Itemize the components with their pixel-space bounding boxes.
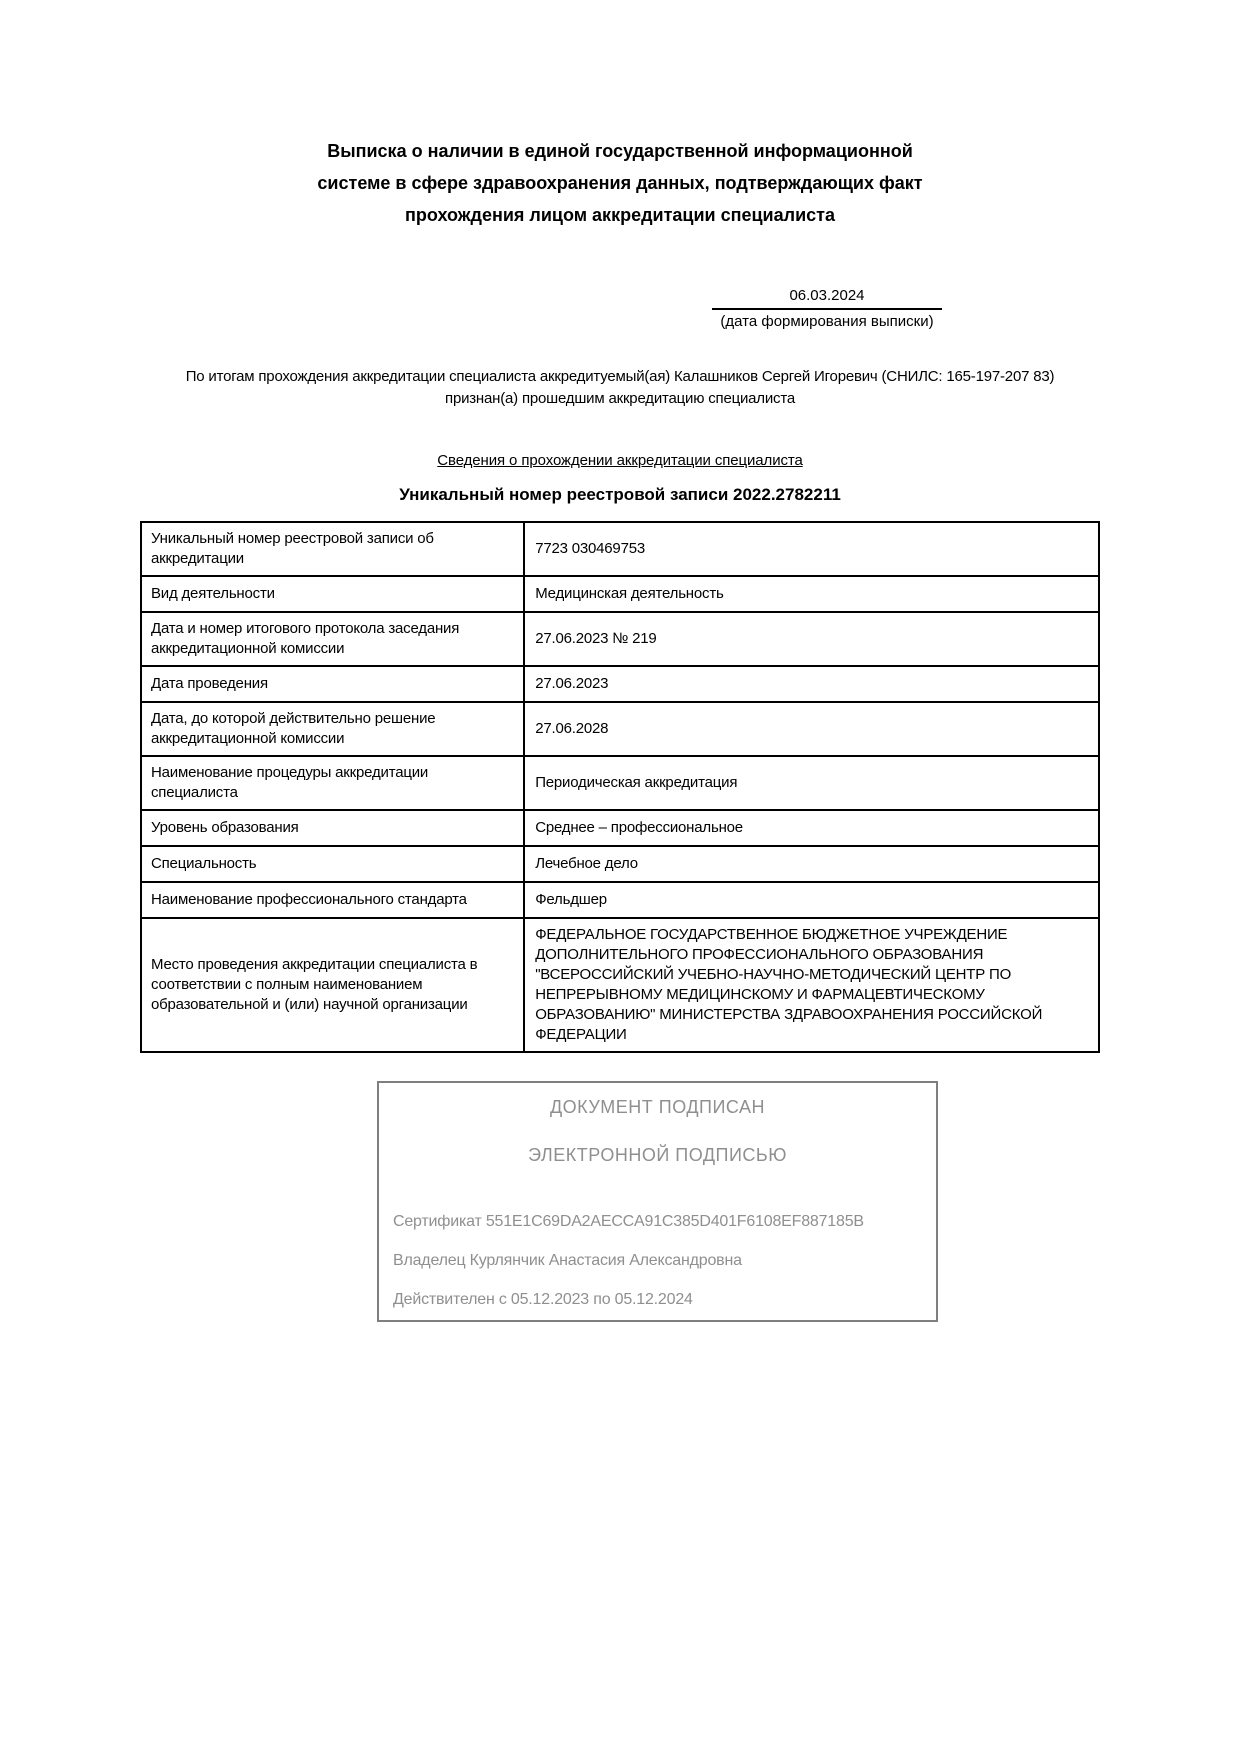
row-label: Наименование профессионального стандарта [141,882,524,918]
row-label: Уникальный номер реестровой записи об аккредитации [141,522,524,576]
issue-date-caption: (дата формирования выписки) [720,313,934,330]
table-row [141,756,1099,810]
row-value: 27.06.2028 [524,702,1099,756]
page-title-line-3: прохождения лицом аккредитации специалиста [405,205,835,225]
signature-stamp [377,1081,938,1322]
row-label: Специальность [141,846,524,882]
intro-line-2: признан(а) прошедшим аккредитацию специалиста [445,390,795,407]
issue-date: 06.03.2024 [712,287,942,310]
accreditation-table [140,521,1100,1053]
table-row [141,882,1099,918]
row-label: Дата, до которой действительно решение аккредитационной комиссии [141,702,524,756]
owner-line: Владелец Курлянчик Анастасия Александровна [393,1252,742,1269]
row-label: Уровень образования [141,810,524,846]
row-value: ФЕДЕРАЛЬНОЕ ГОСУДАРСТВЕННОЕ БЮДЖЕТНОЕ УЧРЕЖДЕНИЕ ДОПОЛНИТЕЛЬНОГО ПРОФЕССИОНАЛЬНОГО ОБРАЗОВАНИЯ "ВСЕРОССИЙСКИЙ УЧЕБНО-НАУЧНО-МЕТОДИЧЕСКИЙ ЦЕНТР ПО НЕПРЕРЫВНОМУ МЕДИЦИНСКОМУ И ФАРМАЦЕВТИЧЕСКОМУ ОБРАЗОВАНИЮ" МИНИСТЕРСТВА ЗДРАВООХРАНЕНИЯ РОССИЙСКОЙ ФЕДЕРАЦИИ [524,918,1099,1052]
row-value: 27.06.2023 [524,666,1099,702]
table-row [141,702,1099,756]
signature-status-line-1: ДОКУМЕНТ ПОДПИСАН [549,1097,766,1117]
row-value: 27.06.2023 № 219 [524,612,1099,666]
table-row [141,666,1099,702]
table-row [141,576,1099,612]
table-row [141,522,1099,576]
row-label: Вид деятельности [141,576,524,612]
row-value: Периодическая аккредитация [524,756,1099,810]
intro-paragraph [140,366,1100,410]
document-content [140,0,1100,1322]
table-row [141,846,1099,882]
row-value: Медицинская деятельность [524,576,1099,612]
page-title [140,135,1100,231]
issue-date-block [712,287,942,330]
row-label: Дата и номер итогового протокола заседания аккредитационной комиссии [141,612,524,666]
row-label: Наименование процедуры аккредитации специалиста [141,756,524,810]
row-value: Лечебное дело [524,846,1099,882]
accreditation-table-body [141,522,1099,1052]
table-row [141,918,1099,1052]
row-label: Место проведения аккредитации специалиста в соответствии с полным наименованием образовательной и (или) научной организации [141,918,524,1052]
signature-status-line-2: ЭЛЕКТРОННОЙ ПОДПИСЬЮ [528,1145,787,1165]
validity-line: Действителен с 05.12.2023 по 05.12.2024 [393,1291,693,1308]
row-label: Дата проведения [141,666,524,702]
signature-details [393,1213,922,1309]
section-subtitle: Сведения о прохождении аккредитации специалиста [437,452,803,469]
row-value: 7723 030469753 [524,522,1099,576]
row-value: Среднее – профессиональное [524,810,1099,846]
certificate-line: Сертификат 551E1C69DA2AECCA91C385D401F6108EF887185B [393,1213,864,1230]
page-title-line-1: Выписка о наличии в единой государственной информационной [327,141,913,161]
row-value: Фельдшер [524,882,1099,918]
table-row [141,810,1099,846]
page-title-line-2: системе в сфере здравоохранения данных, подтверждающих факт [317,173,923,193]
table-row [141,612,1099,666]
record-number-heading: Уникальный номер реестровой записи 2022.2782211 [399,485,841,504]
intro-line-1: По итогам прохождения аккредитации специалиста аккредитуемый(ая) Калашников Сергей Игоревич (СНИЛС: 165-197-207 83) [185,368,1055,385]
